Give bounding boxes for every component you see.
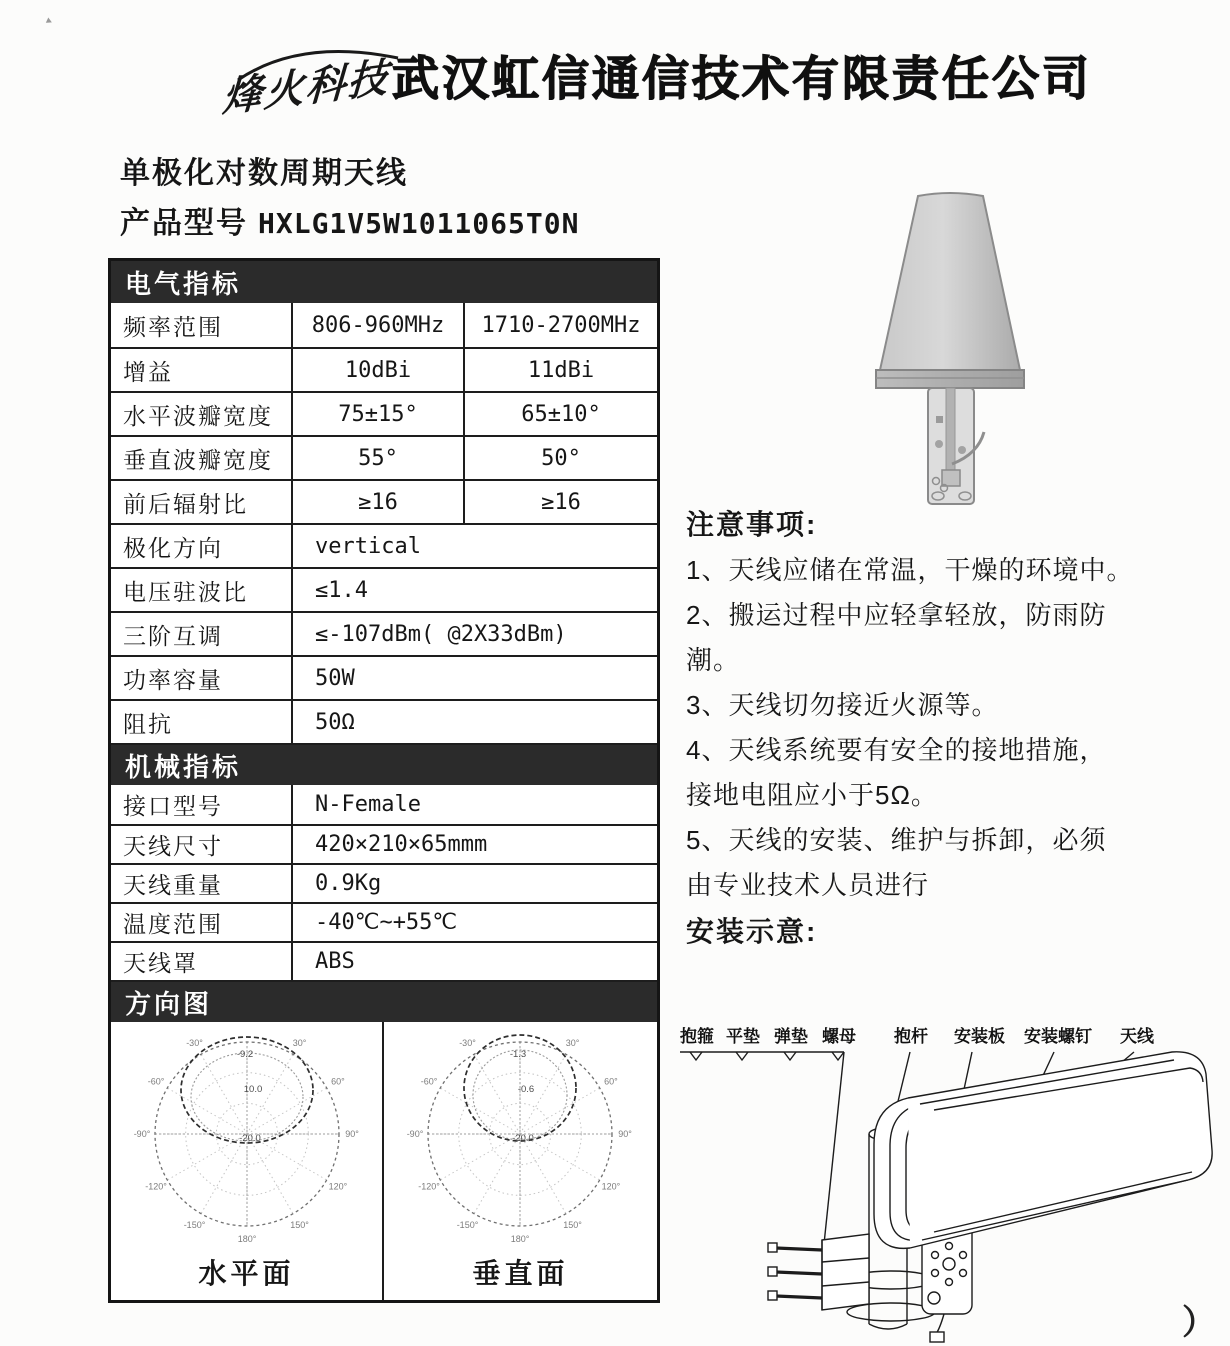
company-name: 武汉虹信通信技术有限责任公司 — [392, 52, 1092, 105]
installation-diagram-drawing — [672, 1022, 1230, 1346]
note-line: 4、天线系统要有安全的接地措施， — [686, 735, 1107, 765]
spec-value: ≤-107dBm( @2X33dBm) — [315, 621, 567, 647]
angle-tick-label: 60° — [331, 1076, 345, 1087]
horizontal-plane-caption: 水平面 — [198, 1258, 295, 1289]
table-row — [111, 785, 657, 824]
gain-label: 10.0 — [243, 1084, 263, 1095]
part-label: 天线 — [1120, 1027, 1154, 1046]
table-row — [111, 479, 657, 523]
angle-tick-label: 120° — [601, 1181, 621, 1192]
table-row — [111, 824, 657, 863]
note-line: 5、天线的安装、维护与拆卸，必须 — [686, 825, 1107, 855]
angle-tick-label: 60° — [604, 1076, 618, 1087]
note-line: 3、天线切勿接近火源等。 — [686, 690, 999, 720]
angle-tick-label: 90° — [345, 1129, 359, 1139]
brand-header — [0, 28, 1230, 128]
spec-label: 增益 — [111, 349, 293, 391]
installation-diagram — [672, 1022, 1230, 1346]
spec-label: 天线罩 — [111, 943, 293, 980]
table-row — [111, 941, 657, 980]
antenna-photo — [848, 182, 1053, 512]
part-label: 平垫 — [726, 1027, 760, 1046]
table-row — [111, 699, 657, 743]
spec-label: 阻抗 — [111, 701, 293, 743]
spec-value: N-Female — [315, 792, 421, 817]
angle-tick-label: 120° — [328, 1181, 348, 1192]
spec-value: 65±10° — [521, 401, 601, 427]
spec-value: 50W — [315, 665, 355, 691]
table-row — [111, 435, 657, 479]
note-line: 接地电阻应小于5Ω。 — [686, 780, 938, 810]
vertical-plane-caption: 垂直面 — [472, 1258, 569, 1289]
vertical-pattern-cell — [384, 1022, 657, 1300]
spec-label: 接口型号 — [111, 785, 293, 824]
spec-label: 频率范围 — [111, 303, 293, 347]
part-label: 抱箍 — [680, 1027, 714, 1046]
angle-tick-label: -90° — [406, 1129, 424, 1139]
angle-tick-label: -150° — [183, 1219, 206, 1230]
spec-value: 50Ω — [315, 709, 355, 735]
table-row — [111, 655, 657, 699]
spec-value: 10dBi — [293, 349, 465, 391]
spec-label: 电压驻波比 — [111, 569, 293, 611]
spec-label: 三阶互调 — [111, 613, 293, 655]
product-title: 单极化对数周期天线 — [120, 157, 408, 190]
spec-label: 天线尺寸 — [111, 826, 293, 863]
spec-value: 55° — [293, 437, 465, 479]
gain-label: -9.2 — [236, 1049, 254, 1060]
angle-tick-label: -150° — [456, 1219, 479, 1230]
electrical-rows — [111, 303, 657, 743]
angle-tick-label: -60° — [147, 1076, 165, 1087]
angle-tick-label: 90° — [618, 1129, 632, 1139]
angle-tick-label: 180° — [510, 1234, 530, 1244]
spec-value: ≥16 — [293, 481, 465, 523]
spec-value: ≥16 — [541, 489, 581, 515]
spec-value: vertical — [315, 533, 421, 559]
table-row — [111, 863, 657, 902]
note-line: 2、搬运过程中应轻拿轻放，防雨防 — [686, 600, 1107, 630]
antenna-photo-drawing — [848, 182, 1053, 507]
part-label: 螺母 — [822, 1027, 856, 1046]
vertical-pattern-plot — [384, 1022, 657, 1262]
spec-label: 温度范围 — [111, 904, 293, 941]
scan-corner-mark: ） — [1182, 1304, 1216, 1342]
spec-value: 75±15° — [293, 393, 465, 435]
table-row — [111, 347, 657, 391]
electrical-section-header: 电气指标 — [111, 261, 657, 303]
spec-label: 天线重量 — [111, 865, 293, 902]
angle-tick-label: -30° — [459, 1038, 476, 1049]
install-title: 安装示意: — [686, 916, 818, 947]
mechanical-section-header: 机械指标 — [111, 743, 657, 785]
mechanical-rows — [111, 785, 657, 980]
gain-label: -1.3 — [509, 1049, 527, 1060]
part-label: 安装螺钉 — [1024, 1027, 1092, 1046]
part-label: 安装板 — [954, 1027, 1005, 1046]
angle-tick-label: 180° — [237, 1234, 257, 1244]
spec-label: 水平波瓣宽度 — [111, 393, 293, 435]
spec-value: ≤1.4 — [315, 577, 368, 603]
angle-tick-label: -120° — [145, 1181, 167, 1192]
spec-value: 50° — [541, 445, 581, 471]
spec-value: -40℃~+55℃ — [315, 910, 458, 935]
spec-value: 420×210×65mmm — [315, 832, 488, 857]
angle-tick-label: 150° — [290, 1219, 309, 1230]
spec-value: 806-960MHz — [293, 303, 465, 347]
notes-title: 注意事项: — [686, 509, 818, 540]
angle-tick-label: 150° — [563, 1219, 582, 1230]
angle-tick-label: -60° — [420, 1076, 438, 1087]
angle-tick-label: 30° — [292, 1038, 307, 1049]
table-row — [111, 391, 657, 435]
angle-tick-label: 30° — [565, 1038, 580, 1049]
horizontal-pattern-plot — [111, 1022, 384, 1262]
table-row — [111, 523, 657, 567]
table-row — [111, 611, 657, 655]
angle-tick-label: -120° — [418, 1181, 440, 1192]
spec-label: 前后辐射比 — [111, 481, 293, 523]
gain-label: -20.0 — [239, 1133, 261, 1144]
radiation-pattern-plots — [111, 1022, 657, 1300]
horizontal-pattern-cell — [111, 1022, 384, 1300]
product-model — [120, 198, 579, 242]
part-label: 抱杆 — [894, 1027, 928, 1046]
part-label: 弹垫 — [774, 1027, 808, 1046]
gain-label: -20.0 — [512, 1133, 534, 1144]
scan-noise-mark: ‣ — [40, 12, 57, 33]
table-row — [111, 303, 657, 347]
spec-table — [108, 258, 660, 1303]
spec-value: 11dBi — [527, 357, 595, 383]
angle-tick-label: -90° — [133, 1129, 151, 1139]
notes-block — [686, 502, 1221, 956]
spec-value: ABS — [315, 949, 355, 974]
table-row — [111, 567, 657, 611]
gain-label: -0.6 — [517, 1084, 535, 1095]
note-line: 1、天线应储在常温，干燥的环境中。 — [686, 555, 1134, 585]
notes-lines — [686, 548, 1221, 908]
table-row — [111, 902, 657, 941]
model-label: 产品型号 — [120, 207, 248, 240]
spec-label: 垂直波瓣宽度 — [111, 437, 293, 479]
spec-label: 极化方向 — [111, 525, 293, 567]
pattern-section-header: 方向图 — [111, 980, 657, 1022]
spec-value: 0.9Kg — [315, 871, 382, 896]
model-code: HXLG1V5W1011065T0N — [258, 207, 580, 240]
company-logo: 烽火科技 — [221, 53, 391, 122]
spec-value: 1710-2700MHz — [481, 312, 641, 338]
spec-label: 功率容量 — [111, 657, 293, 699]
angle-tick-label: -30° — [186, 1038, 203, 1049]
note-line: 由专业技术人员进行 — [686, 870, 930, 900]
note-line: 潮。 — [686, 645, 741, 675]
